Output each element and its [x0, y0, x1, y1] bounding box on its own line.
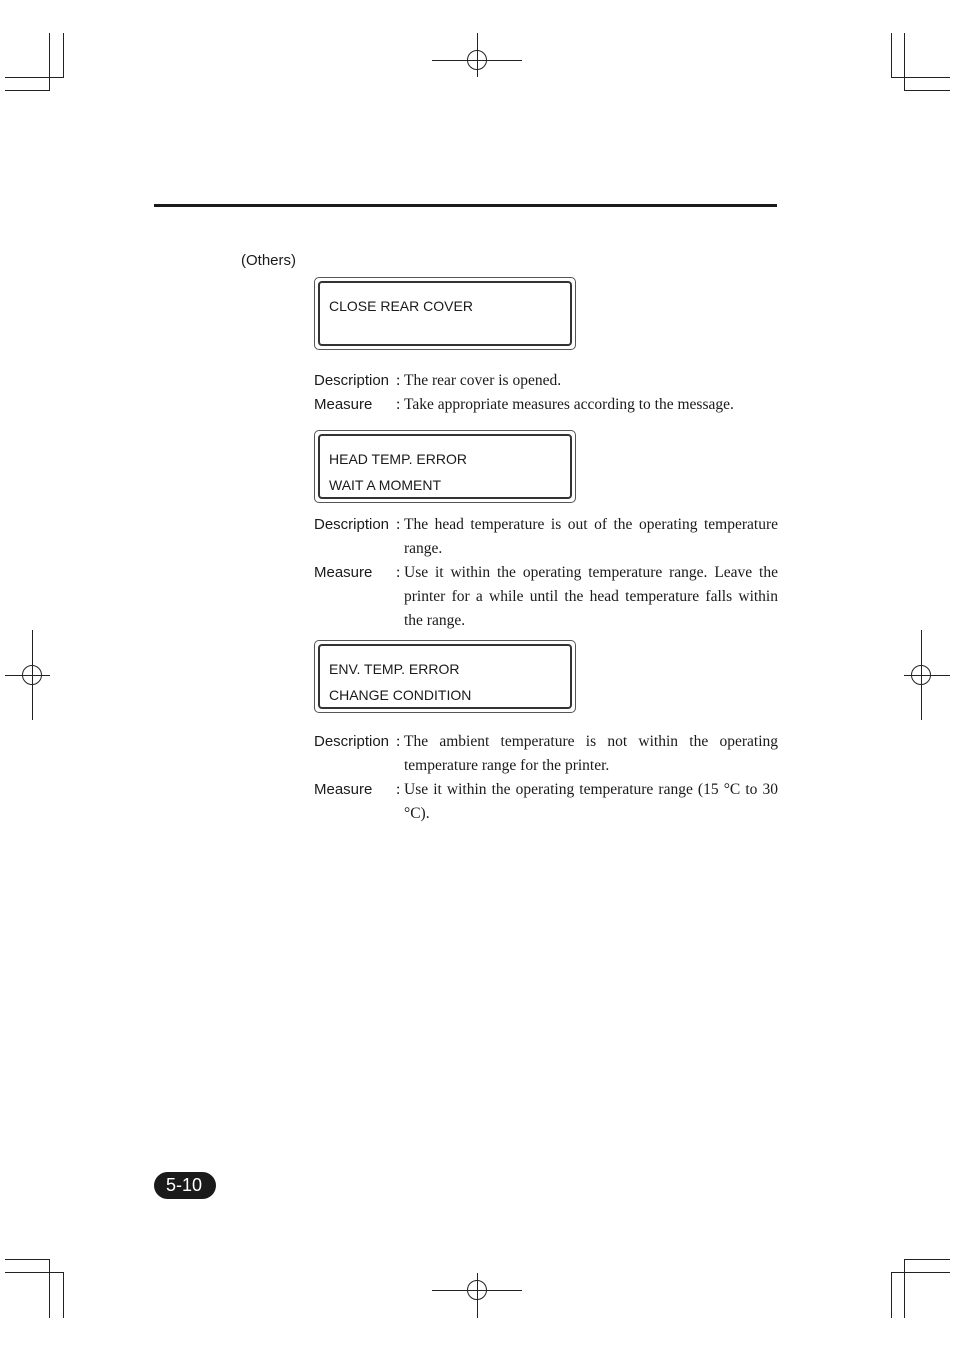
- section-label: (Others): [241, 252, 297, 269]
- description-text: The ambient temperature is not within the operating temperature range for the printer.: [404, 733, 778, 774]
- measure-text: Use it within the operating temperature range (15 °C to 30 °C).: [404, 781, 778, 822]
- description-label: Description: [314, 733, 390, 750]
- page-number: 5-10: [154, 1172, 216, 1199]
- description-label: Description: [314, 516, 390, 533]
- description-row: Description : The ambient temperature is not within the operating temperature range for the printer.: [314, 730, 778, 778]
- description-row: Description : The head temperature is out of the operating temperature range.: [314, 513, 778, 561]
- lcd-line-2: CHANGE CONDITION: [329, 687, 472, 703]
- measure-text: Take appropriate measures according to the message.: [404, 396, 734, 413]
- measure-label: Measure: [314, 781, 373, 798]
- lcd-line-1: ENV. TEMP. ERROR: [329, 661, 460, 677]
- description-text: The rear cover is opened.: [404, 372, 562, 389]
- lcd-line-2: WAIT A MOMENT: [329, 477, 442, 493]
- lcd-line-2: [329, 319, 561, 344]
- message-entry: [314, 513, 778, 633]
- lcd-line-1: CLOSE REAR COVER: [329, 298, 473, 314]
- measure-row: Measure : Use it within the operating temperature range (15 °C to 30 °C).: [314, 778, 778, 826]
- measure-row: Measure : Use it within the operating temperature range. Leave the printer for a while until the head temperature falls within the range.: [314, 561, 778, 633]
- header-rule: [154, 204, 777, 207]
- measure-label: Measure: [314, 396, 373, 413]
- description-row: Description : The rear cover is opened.: [314, 369, 778, 393]
- message-entry: [314, 369, 778, 417]
- lcd-display-env-temp-error: [314, 640, 576, 713]
- message-entry: [314, 730, 778, 826]
- lcd-line-1: HEAD TEMP. ERROR: [329, 451, 467, 467]
- description-text: The head temperature is out of the operating temperature range.: [404, 516, 778, 557]
- measure-text: Use it within the operating temperature range. Leave the printer for a while until the head temperature falls within the range.: [404, 564, 778, 629]
- lcd-display-head-temp-error: [314, 430, 576, 503]
- measure-label: Measure: [314, 564, 373, 581]
- lcd-display-close-rear-cover: [314, 277, 576, 350]
- description-label: Description: [314, 372, 390, 389]
- measure-row: Measure : Take appropriate measures according to the message.: [314, 393, 778, 417]
